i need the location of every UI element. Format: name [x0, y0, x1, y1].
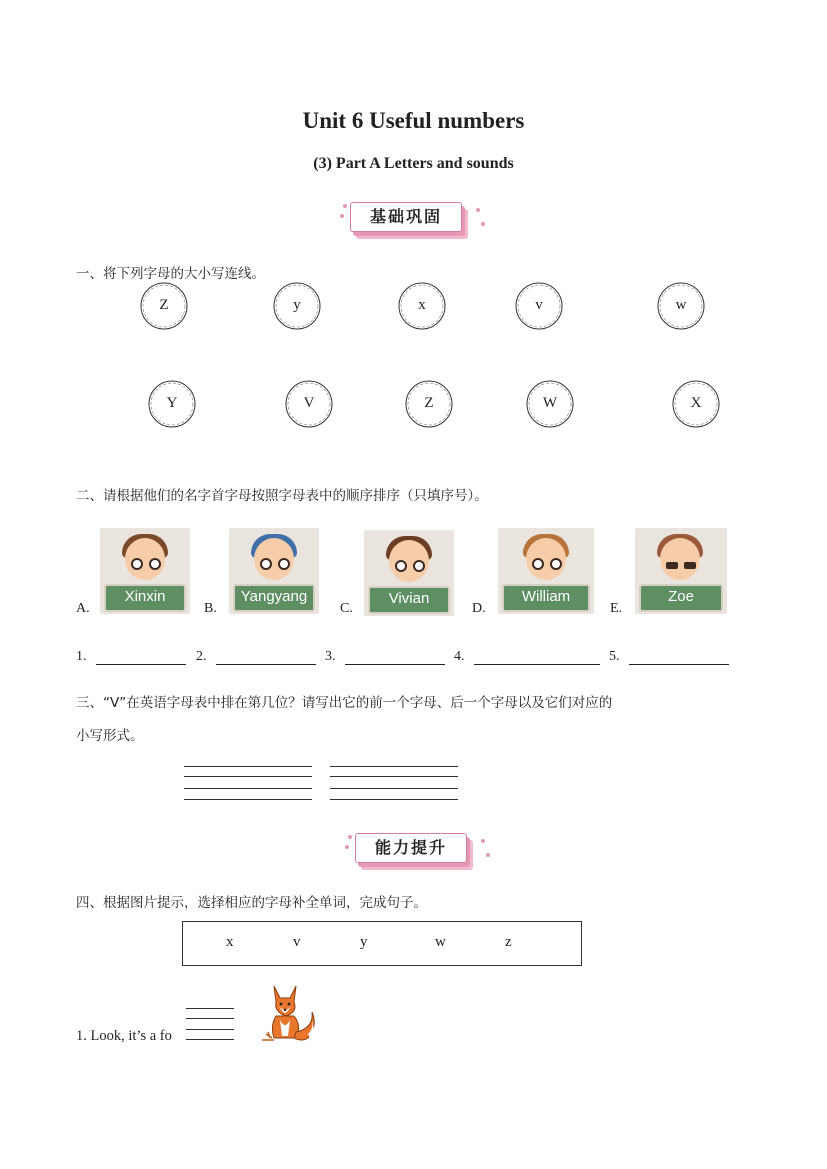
letter-bubble[interactable]: [138, 280, 190, 332]
letter: v: [535, 297, 543, 313]
child-photo-yangyang: [229, 528, 319, 614]
child-name: William: [502, 584, 590, 612]
answer-blank-3[interactable]: [345, 664, 445, 665]
question-3-prompt-line2: 小写形式。: [76, 728, 144, 744]
option-label: C.: [340, 601, 353, 616]
blank-number: 4.: [454, 649, 465, 664]
page-title: Unit 6 Useful numbers: [302, 108, 525, 133]
letter: x: [418, 297, 426, 313]
letter-choice-box: [182, 921, 582, 966]
letter-bubble[interactable]: [513, 280, 565, 332]
answer-blank-4[interactable]: [474, 664, 600, 665]
page-subtitle: (3) Part A Letters and sounds: [313, 155, 514, 172]
letter-bubble[interactable]: [146, 378, 198, 430]
option-label: B.: [204, 601, 217, 616]
letter-bubble[interactable]: [283, 378, 335, 430]
writing-lines-right[interactable]: [330, 766, 458, 800]
letter-bubble[interactable]: [271, 280, 323, 332]
child-name: Zoe: [639, 584, 723, 612]
option-label: D.: [472, 601, 486, 616]
section-title-advanced: 能力提升: [355, 833, 467, 863]
blank-number: 3.: [325, 649, 336, 664]
letter-choice[interactable]: v: [293, 934, 301, 950]
child-name: Xinxin: [104, 584, 186, 612]
section-banner-basic: [350, 202, 472, 238]
letter-choice[interactable]: x: [226, 934, 234, 950]
option-label: A.: [76, 601, 90, 616]
letter: w: [675, 297, 687, 313]
letter-choice[interactable]: y: [360, 934, 368, 950]
option-label: E.: [610, 601, 623, 616]
letter: y: [293, 297, 301, 313]
writing-lines-left[interactable]: [184, 766, 312, 800]
letter-bubble[interactable]: [655, 280, 707, 332]
letter-bubble[interactable]: [524, 378, 576, 430]
blank-number: 2.: [196, 649, 207, 664]
letter: Z: [159, 297, 169, 313]
question-3-prompt-line1: 三、“V”在英语字母表中排在第几位？请写出它的前一个字母、后一个字母以及它们对应的: [76, 695, 613, 711]
question-1-prompt: 一、将下列字母的大小写连线。: [76, 266, 265, 282]
answer-blank-1[interactable]: [96, 664, 186, 665]
child-name: Vivian: [368, 586, 450, 614]
child-photo-william: [498, 528, 594, 614]
letter: X: [690, 395, 702, 411]
section-banner-advanced: [355, 833, 477, 869]
child-photo-zoe: [635, 528, 727, 614]
child-photo-vivian: [364, 530, 454, 616]
section-title-basic: 基础巩固: [350, 202, 462, 232]
letter-choice[interactable]: z: [505, 934, 512, 950]
letter-bubble[interactable]: [403, 378, 455, 430]
fox-illustration-icon: [258, 982, 318, 1044]
question-4-prompt: 四、根据图片提示，选择相应的字母补全单词，完成句子。: [76, 895, 427, 911]
blank-number: 5.: [609, 649, 620, 664]
child-name: Yangyang: [233, 584, 315, 612]
letter-bubble[interactable]: [396, 280, 448, 332]
word-writing-lines[interactable]: [186, 1008, 234, 1042]
child-photo-xinxin: [100, 528, 190, 614]
letter-bubble[interactable]: [670, 378, 722, 430]
letter: V: [303, 395, 315, 411]
letter: W: [542, 395, 558, 411]
letter-choice[interactable]: w: [435, 934, 446, 950]
answer-blank-2[interactable]: [216, 664, 316, 665]
letter: Y: [166, 395, 178, 411]
sentence-1: 1. Look, it’s a fo: [76, 1028, 172, 1044]
blank-number: 1.: [76, 649, 87, 664]
letter: Z: [424, 395, 434, 411]
answer-blank-5[interactable]: [629, 664, 729, 665]
question-2-prompt: 二、请根据他们的名字首字母按照字母表中的顺序排序（只填序号）。: [76, 488, 488, 504]
